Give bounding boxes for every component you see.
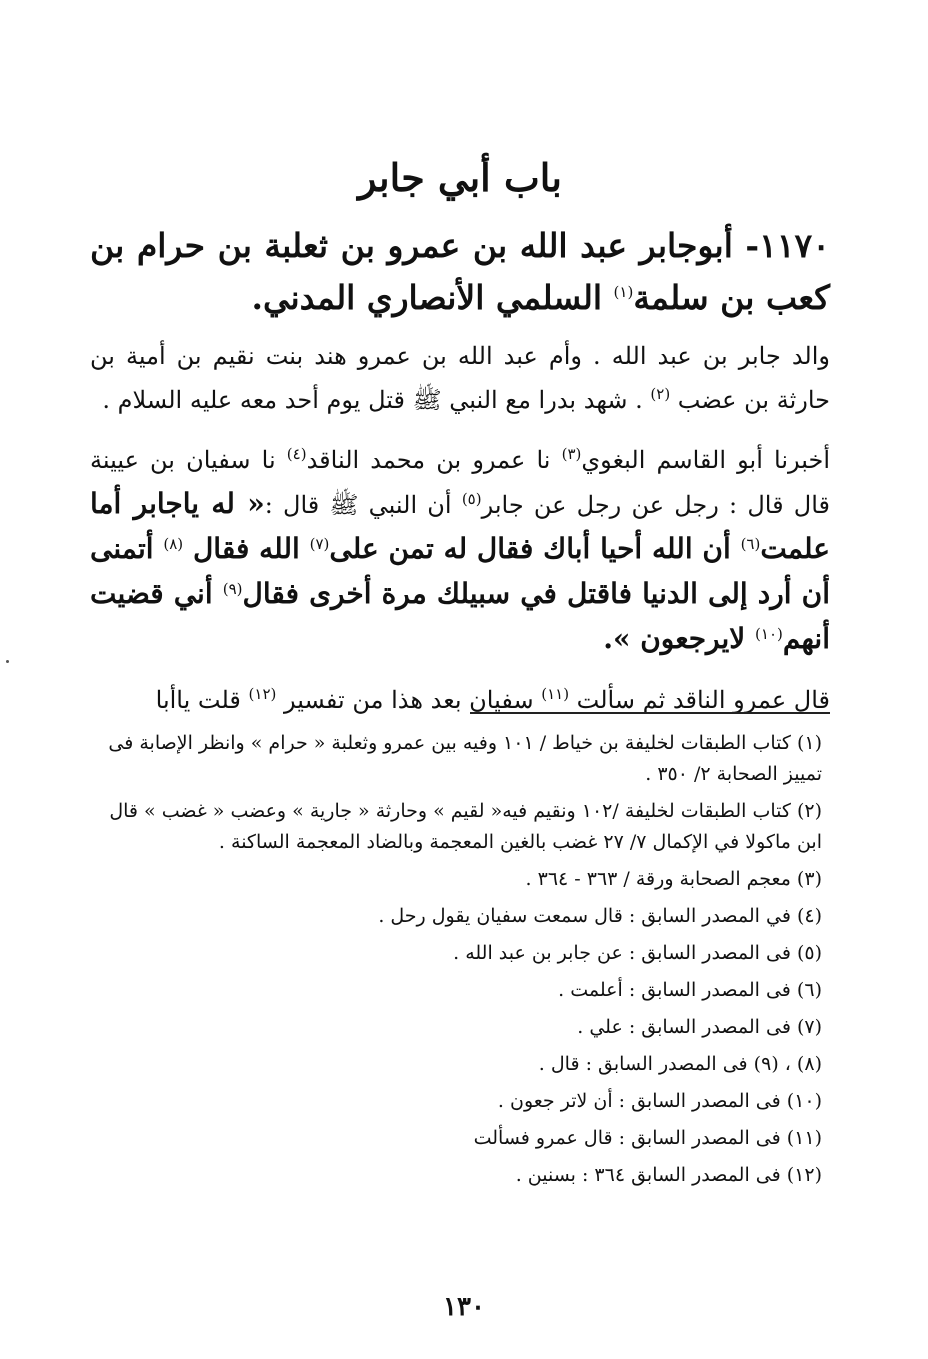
footnote-ref-12: (١٢) — [248, 685, 277, 703]
footnote-ref-6: (٦) — [740, 535, 761, 553]
page-number: ١٣٠ — [443, 1292, 485, 1322]
footnote-1: (١) كتاب الطبقات لخليفة بن خياط / ١٠١ وفيه بين عمرو وثعلبة « حرام » وانظر الإصابة فى تمييز الصحابة ٢/ ٣٥٠ . — [108, 732, 822, 785]
footnote-5: (٥) فى المصدر السابق : عن جابر بن عبد الله . — [453, 942, 822, 964]
footnote-ref-2: (٢) — [650, 385, 671, 403]
page-body — [90, 150, 830, 738]
quote-1: « له ياجابر أما علمت — [90, 487, 831, 565]
footnote-ref-1: (١) — [613, 283, 634, 301]
continuation-text-2: سفيان بعد هذا من تفسير — [276, 686, 542, 714]
footnote-ref-7: (٧) — [309, 535, 330, 553]
footnote-ref-4: (٤) — [286, 445, 307, 463]
footnote-2: (٢) كتاب الطبقات لخليفة /١٠٢ ونقيم فيه« لقيم » وحارثة « جارية » وعضب « غضب » قال ابن ماكولا في الإكمال ٧/ ٢٧ غضب بالغين المعجمة وبالضاد المعجمة الساكنة . — [109, 800, 822, 853]
footnotes — [90, 728, 822, 1197]
footnote-ref-10: (١٠) — [755, 625, 783, 643]
chapter-title: باب أبي جابر — [358, 155, 562, 200]
quote-5: أني قضيت أنهم — [90, 577, 830, 655]
hadith-text-4: أن النبي ﷺ قال : — [264, 491, 462, 519]
footnote-divider — [470, 712, 830, 714]
footnote-12: (١٢) فى المصدر السابق ٣٦٤ : بسنين . — [515, 1164, 822, 1186]
quote-2: أن الله أحيا أباك فقال له تمن على — [329, 532, 741, 565]
hadith-text-3: نا سفيان بن عيينة قال قال : رجل عن رجل عن جابر — [90, 446, 830, 519]
margin-mark — [6, 660, 9, 663]
hadith-text-2: نا عمرو بن محمد الناقد — [306, 446, 562, 474]
quote-6: لايرجعون ». — [603, 622, 756, 655]
footnote-11: (١١) فى المصدر السابق : قال عمرو فسألت — [473, 1127, 822, 1149]
footnote-ref-8: (٨) — [163, 535, 184, 553]
paragraph-genealogy-text-a: والد جابر بن عبد الله . وأم عبد الله بن عمرو هند بنت نقيم بن أمية بن حارثة بن عضب — [90, 342, 830, 414]
quote-4: أتمنى أن أرد إلى الدنيا فاقتل في سبيلك مرة أخرى فقال — [90, 532, 831, 610]
paragraph-hadith — [90, 438, 830, 662]
paragraph-genealogy — [90, 334, 830, 422]
continuation-text-1: قال عمرو الناقد ثم سألت — [569, 686, 830, 714]
footnote-4: (٤) في المصدر السابق : قال سمعت سفيان يقول رحل . — [378, 905, 822, 927]
footnote-3: (٣) معجم الصحابة ورقة / ٣٦٣ - ٣٦٤ . — [525, 868, 822, 890]
paragraph-continuation — [90, 678, 830, 722]
quote-3: الله فقال — [183, 532, 310, 565]
footnote-ref-5: (٥) — [461, 490, 482, 508]
footnote-ref-9: (٩) — [222, 580, 243, 598]
entry-number: ١١٧٠- — [745, 226, 830, 265]
footnote-ref-3: (٣) — [561, 445, 582, 463]
entry-heading-text-a: أبوجابر عبد الله بن عمرو بن ثعلبة بن حرام بن كعب بن سلمة — [90, 226, 830, 317]
entry-heading — [90, 220, 830, 324]
footnote-7: (٧) فى المصدر السابق : علي . — [577, 1016, 822, 1038]
continuation-text-3: قلت ياأبا — [155, 686, 249, 714]
footnote-6: (٦) فى المصدر السابق : أعلمت . — [558, 979, 822, 1001]
footnote-8-9: (٨) ، (٩) فى المصدر السابق : قال . — [538, 1053, 822, 1075]
footnote-ref-11: (١١) — [541, 685, 570, 703]
hadith-text-1: أخبرنا أبو القاسم البغوي — [581, 446, 830, 474]
footnote-10: (١٠) فى المصدر السابق : أن لاتر جعون . — [497, 1090, 822, 1112]
entry-heading-text-b: السلمي الأنصاري المدني. — [251, 278, 614, 317]
paragraph-genealogy-text-b: . شهد بدرا مع النبي ﷺ قتل يوم أحد معه عليه السلام . — [102, 386, 651, 414]
